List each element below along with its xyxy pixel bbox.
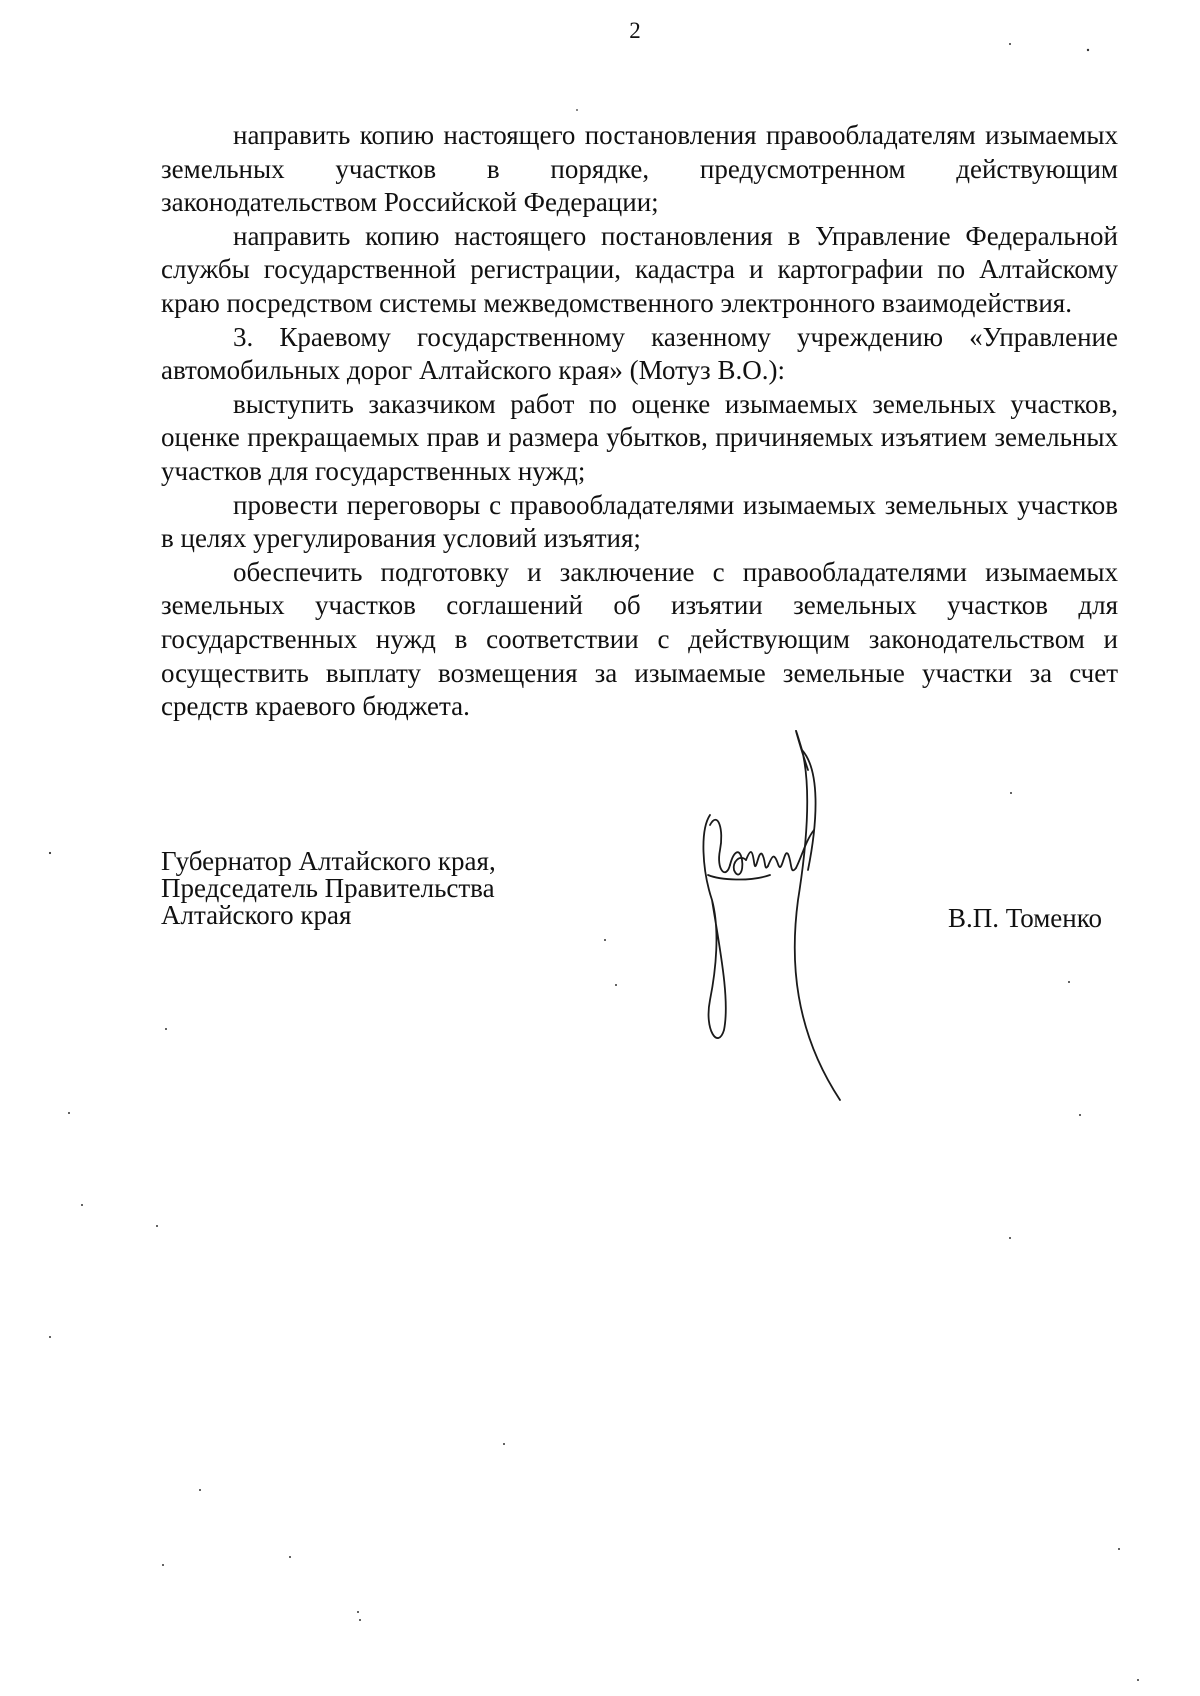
signatory-title [161,848,496,929]
paragraph-agreements-payment: обеспечить подготовку и заключение с правообладателями изымаемых земельных участков соглашений об изъятии земельных участков для государственных нужд в соответствии с действующим законодательством и осуществить выплату возмещения за изымаемые земельные участки за счет средств краевого бюджета. [161,556,1118,722]
handwritten-signature [690,730,890,1110]
paragraph-negotiations: провести переговоры с правообладателями изымаемых земельных участков в целях урегулирования условий изъятия; [161,489,1118,554]
signatory-title-line-2: Председатель Правительства [161,873,495,903]
document-body [161,119,1118,724]
paragraph-act-as-customer: выступить заказчиком работ по оценке изымаемых земельных участков, оценке прекращаемых прав и размера убытков, причиняемых изъятием земельных участков для государственных нужд; [161,388,1118,486]
signer-name: В.П. Томенко [948,903,1102,933]
page-number: 2 [629,18,641,43]
signatory-title-line-1: Губернатор Алтайского края, [161,846,496,876]
signatory-title-line-3: Алтайского края [161,900,352,930]
paragraph-item-3: 3. Краевому государственному казенному учреждению «Управление автомобильных дорог Алтайского края» (Мотуз В.О.): [161,321,1118,386]
paragraph-send-copy-owners: направить копию настоящего постановления правообладателям изымаемых земельных участков в порядке, предусмотренном действующим законодательством Российской Федерации; [161,120,1118,218]
paragraph-send-copy-rosreestr: направить копию настоящего постановления в Управление Федеральной службы государственной регистрации, кадастра и картографии по Алтайскому краю посредством системы межведомственного электронного взаимодействия. [161,220,1118,318]
